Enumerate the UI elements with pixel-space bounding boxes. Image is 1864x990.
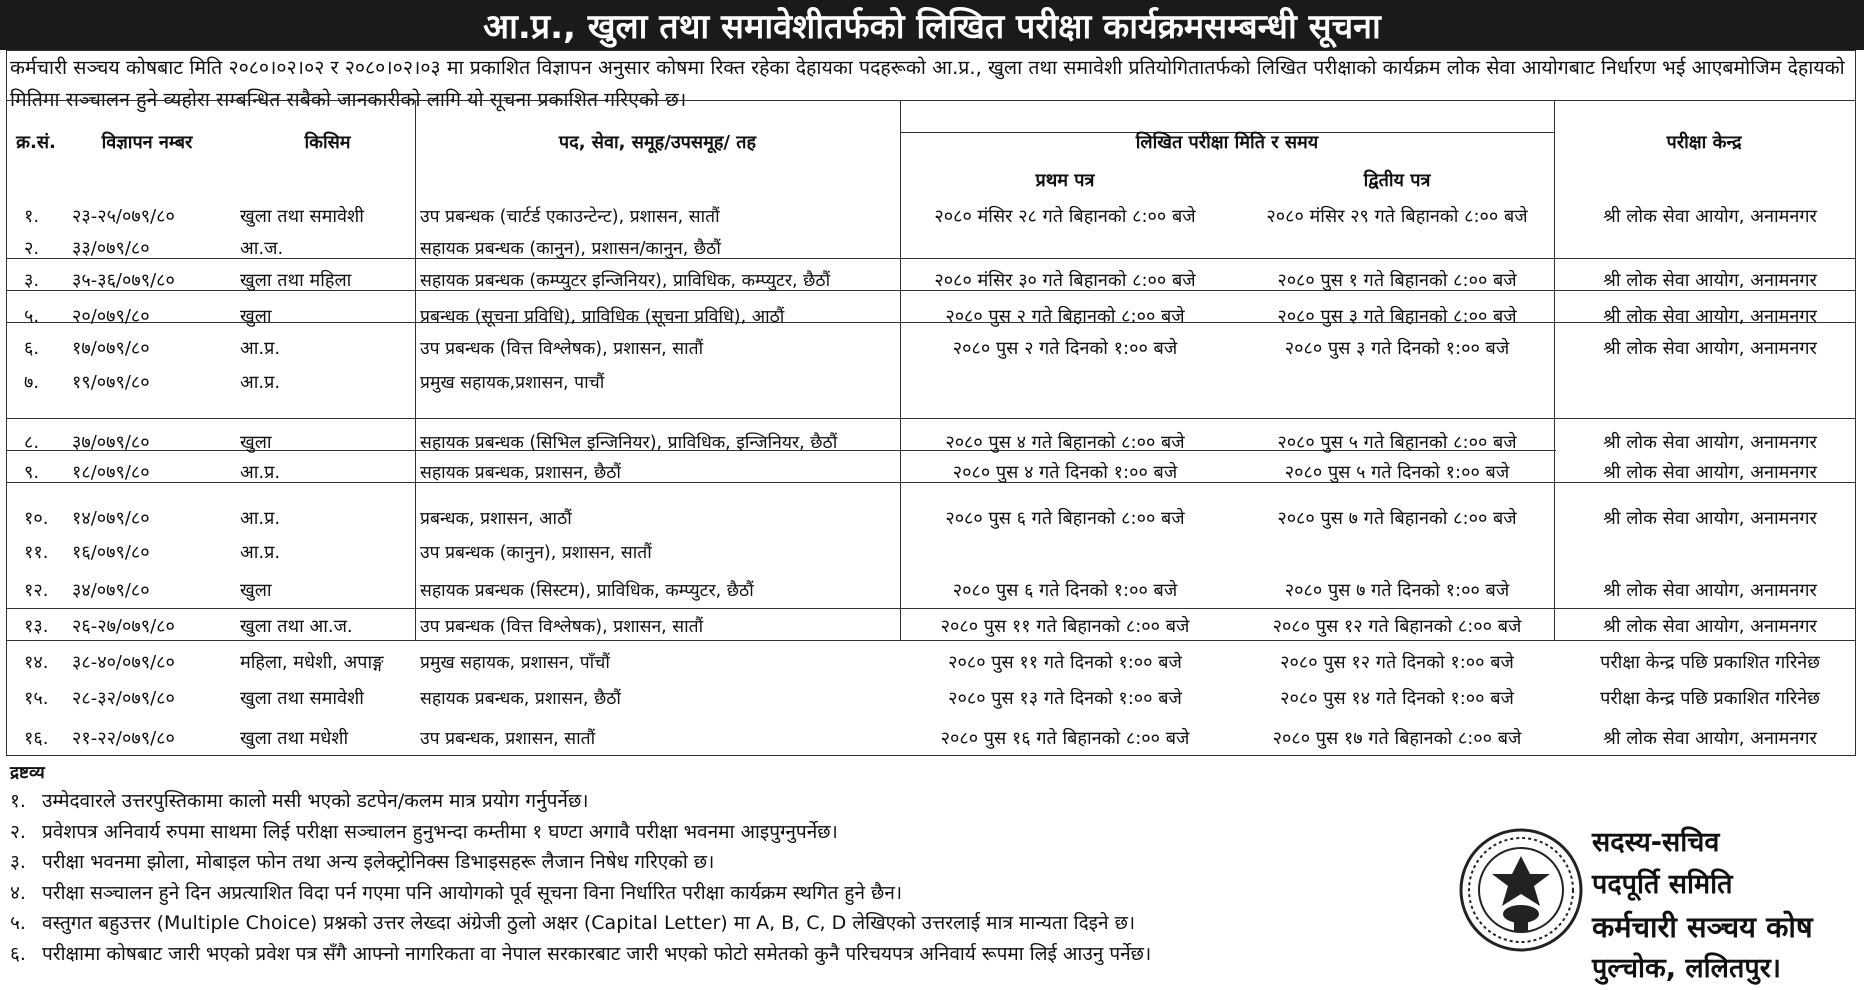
row-sn: ८. xyxy=(24,432,40,453)
note-item xyxy=(10,847,1440,878)
row-post: उप प्रबन्धक (वित्त विश्लेषक), प्रशासन, सातौं xyxy=(420,617,704,637)
row-type: खुला xyxy=(240,432,272,453)
row-paper-1: २०८० पुस २ गते दिनको १:०० बजे xyxy=(952,338,1178,359)
row-sn: २. xyxy=(24,238,40,259)
row-adv-no: १६/०७९/८० xyxy=(72,542,150,563)
intro-paragraph: कर्मचारी सञ्चय कोषबाट मिति २०८०।०२।०२ र २०८०।०२।०३ मा प्रकाशित विज्ञापन अनुसार कोषमा रिक्त रहेका देहायका पदहरूको आ.प्र., खुला तथा समावेशी प्रतियोगितातर्फको लिखित परीक्षाको कार्यक्रम लोक सेवा आयोगबाट निर्धारण भई आएबमोजिम देहायको मितिमा सञ्चालन हुने व्यहोरा सम्बन्धित सबैको जानकारीको लागि यो सूचना प्रकाशित गरिएको छ। xyxy=(10,56,1845,111)
column-divider xyxy=(415,100,416,640)
note-text: परीक्षा सञ्चालन हुने दिन अप्रत्याशित विदा पर्न गएमा पनि आयोगको पूर्व सूचना विना निर्धारित परीक्षा कार्यक्रम स्थगित हुने छैन। xyxy=(42,881,903,904)
row-type: खुला तथा समावेशी xyxy=(240,206,364,227)
note-item xyxy=(10,908,1440,939)
organization-address: पुल्चोक, ललितपुर। xyxy=(1592,953,1781,984)
row-adv-no: १९/०७९/८० xyxy=(72,372,150,393)
row-paper-2: २०८० पुस १७ गते बिहानको ८:०० बजे xyxy=(1272,728,1522,749)
notice-title-banner xyxy=(0,0,1864,50)
row-center: श्री लोक सेवा आयोग, अनामनगर xyxy=(1603,270,1817,291)
row-post: उप प्रबन्धक (चार्टर्ड एकाउन्टेन्ट), प्रशासन, सातौं xyxy=(420,207,720,227)
row-adv-no: ३४/०७९/८० xyxy=(72,580,150,601)
note-item xyxy=(10,878,1440,909)
row-adv-no: २८-३२/०७९/८० xyxy=(72,688,175,709)
row-post: प्रबन्धक, प्रशासन, आठौं xyxy=(420,509,572,529)
row-paper-1: २०८० पुस ४ गते दिनको १:०० बजे xyxy=(952,462,1178,483)
organization-name: कर्मचारी सञ्चय कोष xyxy=(1592,910,1813,944)
table-top-border xyxy=(6,100,1856,101)
row-type: खुला xyxy=(240,306,272,327)
row-paper-1: २०८० पुस ११ गते दिनको १:०० बजे xyxy=(948,652,1182,673)
row-paper-2: २०८० पुस १ गते बिहानको ८:०० बजे xyxy=(1277,270,1517,291)
row-paper-2: २०८० पुस ३ गते दिनको १:०० बजे xyxy=(1284,338,1510,359)
row-type: खुला तथा मधेशी xyxy=(240,728,349,749)
row-post: सहायक प्रबन्धक (सिस्टम), प्राविधिक, कम्प्युटर, छैठौं xyxy=(420,581,754,601)
row-divider xyxy=(6,418,1856,419)
row-sn: १. xyxy=(24,206,40,227)
row-center: श्री लोक सेवा आयोग, अनामनगर xyxy=(1603,306,1817,327)
signature-block xyxy=(1592,822,1862,990)
header-post: पद, सेवा, समूह/उपसमूह/ तह xyxy=(558,132,757,153)
row-post: सहायक प्रबन्धक (कानुन), प्रशासन/कानुन, छैठौं xyxy=(420,239,721,259)
notes-section xyxy=(10,760,1440,969)
row-post: उप प्रबन्धक, प्रशासन, सातौं xyxy=(420,729,596,749)
column-divider xyxy=(900,100,901,640)
note-text: प्रवेशपत्र अनिवार्य रुपमा साथमा लिई परीक्षा सञ्चालन हुनुभन्दा कम्तीमा १ घण्टा अगावै परीक्षा भवनमा आइपुग्नुपर्नेछ। xyxy=(42,820,838,843)
row-paper-2: २०८० पुस ७ गते बिहानको ८:०० बजे xyxy=(1277,508,1517,529)
row-divider xyxy=(6,608,1856,609)
row-paper-2: २०८० पुस ५ गते दिनको १:०० बजे xyxy=(1284,462,1510,483)
row-sn: ११. xyxy=(24,542,49,563)
row-adv-no: २३-२५/०७९/८० xyxy=(72,206,175,227)
row-paper-1: २०८० मंसिर २८ गते बिहानको ८:०० बजे xyxy=(934,206,1196,227)
committee-name: पदपूर्ति समिति xyxy=(1592,869,1733,900)
row-paper-1: २०८० पुस ६ गते बिहानको ८:०० बजे xyxy=(945,508,1185,529)
header-paper-2: द्वितीय पत्र xyxy=(1363,170,1431,191)
row-type: खुला तथा समावेशी xyxy=(240,688,364,709)
row-adv-no: ३७/०७९/८० xyxy=(72,432,150,453)
row-paper-2: २०८० पुस ७ गते दिनको १:०० बजे xyxy=(1284,580,1510,601)
organization-seal-icon xyxy=(1456,822,1586,958)
row-center: श्री लोक सेवा आयोग, अनामनगर xyxy=(1603,206,1817,227)
row-paper-2: २०८० पुस ३ गते बिहानको ८:०० बजे xyxy=(1277,306,1517,327)
row-post: उप प्रबन्धक (वित्त विश्लेषक), प्रशासन, सातौं xyxy=(420,339,704,359)
row-adv-no: ३३/०७९/८० xyxy=(72,238,150,259)
row-type: आ.प्र. xyxy=(240,542,281,563)
row-sn: १५. xyxy=(24,688,49,709)
row-sn: ३. xyxy=(24,270,40,291)
header-exam-center: परीक्षा केन्द्र xyxy=(1666,132,1742,153)
row-sn: ५. xyxy=(24,306,40,327)
row-post: प्रमुख सहायक,प्रशासन, पाचौं xyxy=(420,373,605,393)
row-type: खुला तथा महिला xyxy=(240,270,352,291)
note-item xyxy=(10,939,1440,970)
row-type: खुला xyxy=(240,580,272,601)
row-paper-1: २०८० पुस ६ गते दिनको १:०० बजे xyxy=(952,580,1178,601)
row-post: प्रबन्धक (सूचना प्रविधि), प्राविधिक (सूचना प्रविधि), आठौं xyxy=(420,307,785,327)
header-exam-schedule: लिखित परीक्षा मिति र समय xyxy=(1135,132,1319,153)
row-post: उप प्रबन्धक (कानुन), प्रशासन, सातौं xyxy=(420,543,652,563)
row-paper-1: २०८० पुस १६ गते बिहानको ८:०० बजे xyxy=(940,728,1190,749)
row-adv-no: १४/०७९/८० xyxy=(72,508,150,529)
row-post: सहायक प्रबन्धक (कम्प्युटर इन्जिनियर), प्राविधिक, कम्प्युटर, छैठौं xyxy=(420,271,831,291)
row-paper-2: २०८० पुस १२ गते दिनको १:०० बजे xyxy=(1280,652,1514,673)
row-sn: १०. xyxy=(24,508,49,529)
header-type: किसिम xyxy=(304,132,351,153)
note-number: ३. xyxy=(10,851,26,873)
row-post: प्रमुख सहायक, प्रशासन, पाँचौं xyxy=(420,653,610,673)
note-item xyxy=(10,786,1440,817)
row-paper-2: २०८० पुस १४ गते दिनको १:०० बजे xyxy=(1280,688,1514,709)
row-type: आ.प्र. xyxy=(240,338,281,359)
row-adv-no: २०/०७९/८० xyxy=(72,306,150,327)
row-adv-no: २१-२२/०७९/८० xyxy=(72,728,175,749)
row-type: खुला तथा आ.ज. xyxy=(240,616,353,637)
row-center: श्री लोक सेवा आयोग, अनामनगर xyxy=(1603,728,1817,749)
row-adv-no: १७/०७९/८० xyxy=(72,338,150,359)
row-type: महिला, मधेशी, अपाङ्ग xyxy=(240,652,384,673)
row-sn: ९. xyxy=(24,462,40,483)
note-number: ६. xyxy=(10,942,26,965)
header-sn: क्र.सं. xyxy=(16,132,56,153)
row-center: परीक्षा केन्द्र पछि प्रकाशित गरिनेछ xyxy=(1600,652,1820,673)
row-paper-1: २०८० मंसिर ३० गते बिहानको ८:०० बजे xyxy=(934,270,1196,291)
note-text: परीक्षा भवनमा झोला, मोबाइल फोन तथा अन्य इलेक्ट्रोनिक्स डिभाइसहरू लैजान निषेध गरिएको छ। xyxy=(42,851,715,873)
row-paper-1: २०८० पुस १३ गते दिनको १:०० बजे xyxy=(948,688,1182,709)
row-paper-2: २०८० मंसिर २९ गते बिहानको ८:०० बजे xyxy=(1266,206,1528,227)
row-type: आ.प्र. xyxy=(240,462,281,483)
row-adv-no: ३८-४०/०७९/८० xyxy=(72,652,175,673)
row-post: सहायक प्रबन्धक, प्रशासन, छैठौं xyxy=(420,463,621,483)
row-center: श्री लोक सेवा आयोग, अनामनगर xyxy=(1603,338,1817,359)
row-center: श्री लोक सेवा आयोग, अनामनगर xyxy=(1603,616,1817,637)
note-text: उम्मेदवारले उत्तरपुस्तिकामा कालो मसी भएको डटपेन/कलम मात्र प्रयोग गर्नुपर्नेछ। xyxy=(42,790,589,812)
row-center: श्री लोक सेवा आयोग, अनामनगर xyxy=(1603,432,1817,453)
row-center: श्री लोक सेवा आयोग, अनामनगर xyxy=(1603,508,1817,529)
note-text: वस्तुगत बहुउत्तर (Multiple Choice) प्रश्नको उत्तर लेख्दा अंग्रेजी ठुलो अक्षर (Capital Letter) मा A, B, C, D लेखिएको उत्तरलाई मात्र मान्यता दिइने छ। xyxy=(42,912,1136,934)
row-sn: १२. xyxy=(24,580,49,601)
row-type: आ.प्र. xyxy=(240,372,281,393)
note-number: ५. xyxy=(10,912,26,934)
note-number: ४. xyxy=(10,881,26,904)
note-number: १. xyxy=(10,790,26,812)
row-center: परीक्षा केन्द्र पछि प्रकाशित गरिनेछ xyxy=(1600,688,1820,709)
row-post: सहायक प्रबन्धक, प्रशासन, छैठौं xyxy=(420,689,621,709)
note-item xyxy=(10,817,1440,848)
header-paper-1: प्रथम पत्र xyxy=(1035,170,1095,191)
header-adv-no: विज्ञापन नम्बर xyxy=(101,132,193,153)
row-paper-1: २०८० पुस ४ गते बिहानको ८:०० बजे xyxy=(945,432,1185,453)
row-sn: १३. xyxy=(24,616,49,637)
row-sn: १६. xyxy=(24,728,49,749)
row-type: आ.ज. xyxy=(240,238,284,259)
row-paper-1: २०८० पुस २ गते बिहानको ८:०० बजे xyxy=(945,306,1185,327)
row-paper-1: २०८० पुस ११ गते बिहानको ८:०० बजे xyxy=(940,616,1190,637)
row-adv-no: २६-२७/०७९/८० xyxy=(72,616,175,637)
note-text: परीक्षामा कोषबाट जारी भएको प्रवेश पत्र सँगै आफ्नो नागरिकता वा नेपाल सरकारबाट जारी भएको फोटो समेतको कुनै परिचयपत्र अनिवार्य रूपमा लिई आउनु पर्नेछ। xyxy=(42,942,1152,965)
note-number: २. xyxy=(10,820,26,843)
row-sn: ६. xyxy=(24,338,40,359)
row-sn: ७. xyxy=(24,372,40,393)
notes-title: द्रष्टव्य xyxy=(10,763,45,783)
row-paper-2: २०८० पुस ५ गते बिहानको ८:०० बजे xyxy=(1277,432,1517,453)
row-adv-no: १८/०७९/८० xyxy=(72,462,150,483)
row-sn: १४. xyxy=(24,652,49,673)
notice-title: आ.प्र., खुला तथा समावेशीतर्फको लिखित परीक्षा कार्यक्रमसम्बन्धी सूचना xyxy=(483,7,1381,47)
row-adv-no: ३५-३६/०७९/८० xyxy=(72,270,175,291)
row-center: श्री लोक सेवा आयोग, अनामनगर xyxy=(1603,580,1817,601)
signatory-title: सदस्य-सचिव xyxy=(1592,827,1720,858)
row-center: श्री लोक सेवा आयोग, अनामनगर xyxy=(1603,462,1817,483)
row-paper-2: २०८० पुस १२ गते बिहानको ८:०० बजे xyxy=(1272,616,1522,637)
row-type: आ.प्र. xyxy=(240,508,281,529)
row-post: सहायक प्रबन्धक (सिभिल इन्जिनियर), प्राविधिक, इन्जिनियर, छैठौं xyxy=(420,433,838,453)
